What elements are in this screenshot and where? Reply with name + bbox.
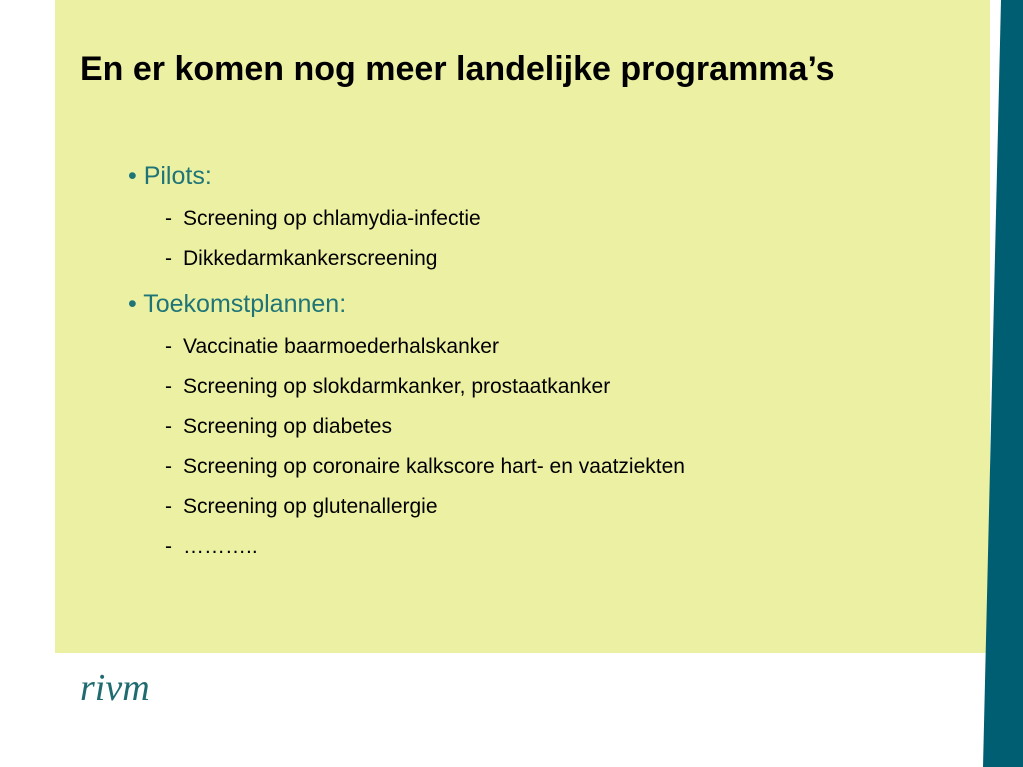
sub-item-text: Screening op coronaire kalkscore hart- en vaatziekten bbox=[183, 455, 685, 478]
sub-item-text: Screening op glutenallergie bbox=[183, 495, 438, 518]
dash: - bbox=[165, 495, 172, 518]
sub-item-text: Screening op diabetes bbox=[183, 415, 392, 438]
sub-item-text: Vaccinatie baarmoederhalskanker bbox=[183, 335, 499, 358]
sub-item bbox=[165, 375, 610, 399]
sub-item-text: Screening op chlamydia-infectie bbox=[183, 207, 481, 230]
sub-item bbox=[165, 535, 258, 559]
sub-item bbox=[165, 415, 392, 439]
dash: - bbox=[165, 535, 172, 558]
bullet-pilots: • Pilots: bbox=[128, 162, 212, 190]
dash: - bbox=[165, 375, 172, 398]
dash: - bbox=[165, 415, 172, 438]
sub-item bbox=[165, 495, 438, 519]
logo-text: rivm bbox=[80, 668, 150, 709]
sub-item bbox=[165, 455, 685, 479]
dash: - bbox=[165, 247, 172, 270]
dash: - bbox=[165, 207, 172, 230]
sub-item-text: Screening op slokdarmkanker, prostaatkanker bbox=[183, 375, 611, 398]
sub-item bbox=[165, 207, 481, 231]
bullet-toekomstplannen: • Toekomstplannen: bbox=[128, 290, 347, 318]
sub-item-text: ……….. bbox=[183, 535, 258, 558]
dash: - bbox=[165, 455, 172, 478]
dash: - bbox=[165, 335, 172, 358]
sub-item bbox=[165, 335, 499, 359]
sub-item-text: Dikkedarmkankerscreening bbox=[183, 247, 438, 270]
rivm-logo bbox=[80, 668, 195, 716]
sub-item bbox=[165, 247, 437, 271]
slide-title: En er komen nog meer landelijke programma’s bbox=[80, 50, 835, 88]
